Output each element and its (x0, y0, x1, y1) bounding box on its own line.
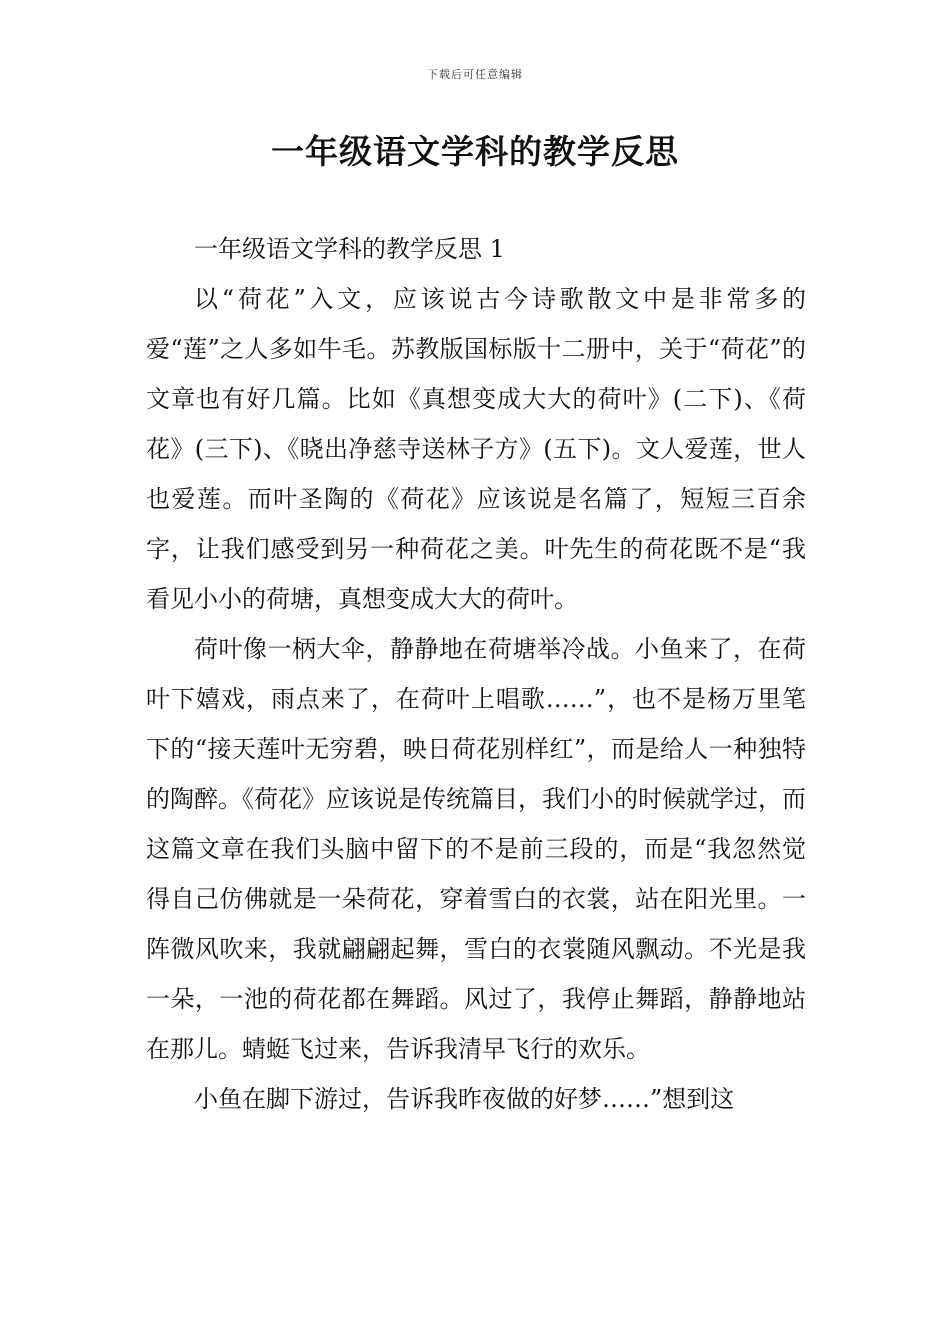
document-body (146, 224, 806, 1124)
document-title: 一年级语文学科的教学反思 (271, 132, 679, 171)
header-note: 下载后可任意编辑 (427, 68, 523, 81)
section-subtitle: 一年级语文学科的教学反思 1 (194, 235, 505, 263)
paragraph-1: 以“荷花”入文，应该说古今诗歌散文中是非常多的爱“莲”之人多如牛毛。苏教版国标版十二册中，关于“荷花”的文章也有好几篇。比如《真想变成大大的荷叶》(二下)、《荷花》(三下)、《晓出净慈寺送林子方》(五下)。文人爱莲，世人也爱莲。而叶圣陶的《荷花》应该说是名篇了，短短三百余字，让我们感受到另一种荷花之美。叶先生的荷花既不是“我看见小小的荷塘，真想变成大大的荷叶。 (146, 285, 806, 613)
paragraph-2: 荷叶像一柄大伞，静静地在荷塘举冷战。小鱼来了，在荷叶下嬉戏，雨点来了，在荷叶上唱歌……”，也不是杨万里笔下的“接天莲叶无穷碧，映日荷花别样红”，而是给人一种独特的陶醉。《荷花》应该说是传统篇目，我们小的时候就学过，而这篇文章在我们头脑中留下的不是前三段的，而是“我忽然觉得自己仿佛就是一朵荷花，穿着雪白的衣裳，站在阳光里。一阵微风吹来，我就翩翩起舞，雪白的衣裳随风飘动。不光是我一朵，一池的荷花都在舞蹈。风过了，我停止舞蹈，静静地站在那儿。蜻蜓飞过来，告诉我清早飞行的欢乐。 (146, 635, 806, 1063)
paragraph-3: 小鱼在脚下游过，告诉我昨夜做的好梦……”想到这 (194, 1085, 735, 1113)
